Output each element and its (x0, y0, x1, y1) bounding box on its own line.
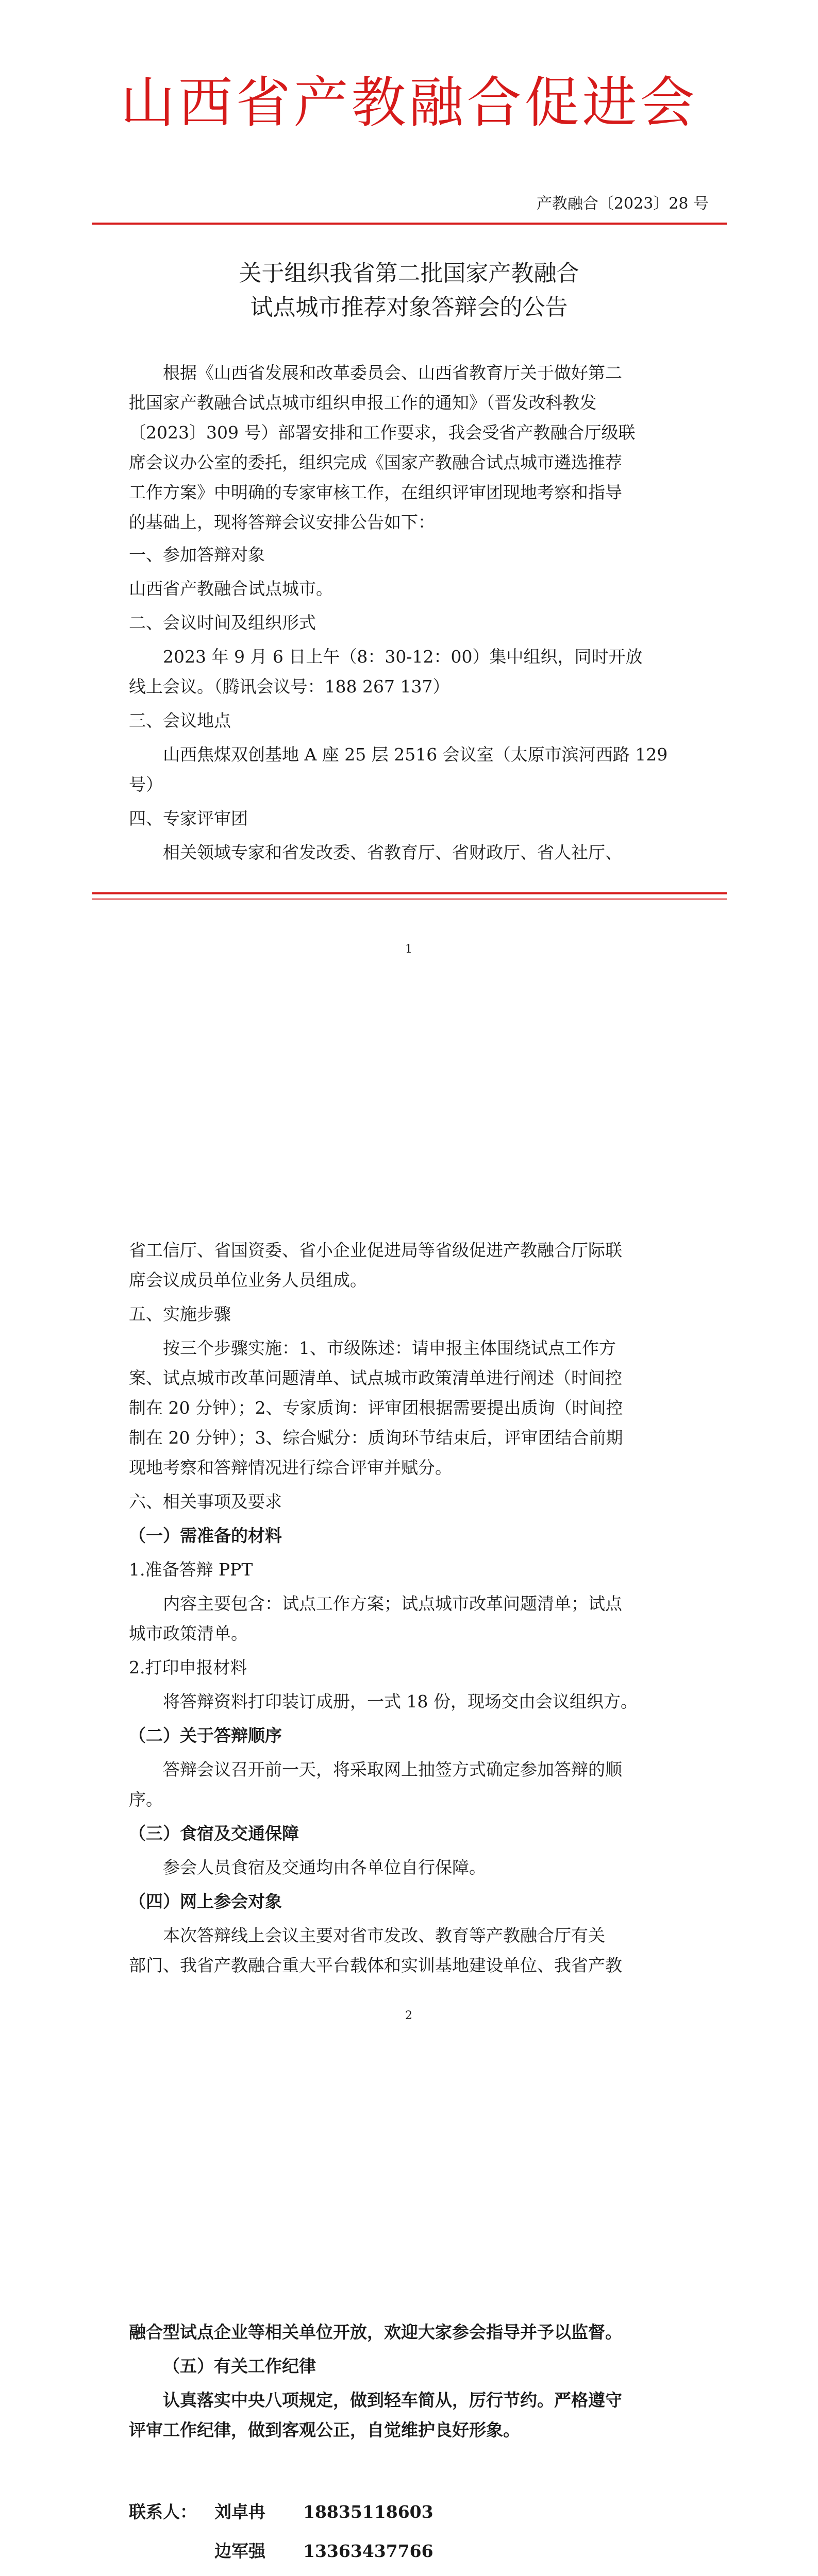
section-5-line-1: 按三个步骤实施：1、市级陈述：请申报主体围绕试点工作方 (163, 1338, 616, 1358)
intro-line-1: 根据《山西省发展和改革委员会、山西省教育厅关于做好第二 (163, 363, 622, 383)
section-2-line-1: 2023 年 9 月 6 日上午（8：30-12：00）集中组织，同时开放 (163, 647, 643, 667)
intro-line-6: 的基础上，现将答辩会议安排公告如下： (129, 512, 435, 532)
subsection-3-line-1: 参会人员食宿及交通均由各单位自行保障。 (163, 1857, 486, 1877)
section-1-heading: 一、参加答辩对象 (129, 545, 265, 565)
section-6-heading: 六、相关事项及要求 (129, 1492, 282, 1512)
item-2-line-1: 将答辩资料打印装订成册，一式 18 份，现场交由会议组织方。 (163, 1691, 638, 1711)
intro-line-3: 〔2023〕309 号）部署安排和工作要求，我会受省产教融合厅级联 (129, 422, 636, 443)
section-4-heading: 四、专家评审团 (129, 808, 248, 828)
org-header-title: 山西省产教融合促进会 (120, 71, 698, 134)
subsection-2-line-1: 答辩会议召开前一天，将采取网上抽签方式确定参加答辩的顺 (163, 1759, 622, 1780)
item-1-heading: 1.准备答辩 PPT (129, 1560, 253, 1580)
subsection-3-heading: （三）食宿及交通保障 (129, 1823, 299, 1843)
section-5-line-3: 制在 20 分钟）；2、专家质询：评审团根据需要提出质询（时间控 (129, 1398, 623, 1418)
footer-red-rule-top (92, 892, 727, 894)
section-5-line-2: 案、试点城市改革问题清单、试点城市政策清单进行阐述（时间控 (129, 1368, 622, 1388)
subsection-4-continued-line: 融合型试点企业等相关单位开放，欢迎大家参会指导并予以监督。 (129, 2322, 622, 2342)
document-title-line-1: 关于组织我省第二批国家产教融合 (239, 260, 579, 286)
header-red-rule (92, 223, 727, 225)
section-4-continued-line-2: 席会议成员单位业务人员组成。 (129, 1270, 367, 1290)
intro-line-2: 批国家产教融合试点城市组织申报工作的通知》（晋发改科教发 (129, 393, 597, 413)
page-number-1: 1 (405, 943, 412, 956)
section-5-line-4: 制在 20 分钟）；3、综合赋分：质询环节结束后，评审团结合前期 (129, 1428, 623, 1448)
section-3-heading: 三、会议地点 (129, 710, 231, 731)
subsection-2-heading: （二）关于答辩顺序 (129, 1725, 282, 1745)
subsection-2-line-2: 序。 (129, 1789, 163, 1809)
document-title-line-2: 试点城市推荐对象答辩会的公告 (250, 294, 568, 320)
document-number: 产教融合〔2023〕28 号 (536, 195, 709, 213)
section-5-line-5: 现地考察和答辩情况进行综合评审并赋分。 (129, 1458, 452, 1478)
section-3-line-1: 山西焦煤双创基地 A 座 25 层 2516 会议室（太原市滨河西路 129 (163, 744, 668, 765)
subsection-4-heading: （四）网上参会对象 (129, 1891, 282, 1911)
subsection-1-heading: （一）需准备的材料 (129, 1526, 282, 1546)
page-number-2: 2 (405, 2009, 412, 2022)
section-1-body: 山西省产教融合试点城市。 (129, 579, 333, 599)
subsection-4-line-2: 部门、我省产教融合重大平台载体和实训基地建设单位、我省产教 (129, 1955, 622, 1975)
item-1-line-2: 城市政策清单。 (129, 1623, 248, 1643)
section-2-heading: 二、会议时间及组织形式 (129, 613, 316, 633)
intro-line-5: 工作方案》中明确的专家审核工作，在组织评审团现地考察和指导 (129, 482, 622, 502)
contact-2-phone: 13363437766 (303, 2541, 433, 2561)
section-5-heading: 五、实施步骤 (129, 1304, 231, 1324)
section-4-line-1: 相关领域专家和省发改委、省教育厅、省财政厅、省人社厅、 (163, 842, 622, 862)
intro-line-4: 席会议办公室的委托，组织完成《国家产教融合试点城市遴选推荐 (129, 452, 622, 472)
subsection-5-line-1: 认真落实中央八项规定，做到轻车简从，厉行节约。严格遵守 (163, 2390, 622, 2410)
contact-1-name: 刘卓冉 (214, 2502, 265, 2522)
footer-red-rule-bottom (92, 899, 727, 900)
section-4-continued-line-1: 省工信厅、省国资委、省小企业促进局等省级促进产教融合厅际联 (129, 1240, 622, 1260)
section-2-line-2: 线上会议。（腾讯会议号：188 267 137） (129, 676, 450, 697)
subsection-5-heading: （五）有关工作纪律 (163, 2356, 316, 2376)
contact-1-phone: 18835118603 (303, 2502, 433, 2522)
item-1-line-1: 内容主要包含：试点工作方案；试点城市改革问题清单；试点 (163, 1594, 622, 1614)
contact-2-name: 边军强 (214, 2541, 265, 2561)
subsection-4-line-1: 本次答辩线上会议主要对省市发改、教育等产教融合厅有关 (163, 1925, 605, 1945)
contact-label: 联系人： (129, 2502, 197, 2522)
section-3-line-2: 号） (129, 774, 163, 794)
item-2-heading: 2.打印申报材料 (129, 1657, 247, 1677)
subsection-5-line-2: 评审工作纪律，做到客观公正，自觉维护良好形象。 (129, 2420, 520, 2440)
